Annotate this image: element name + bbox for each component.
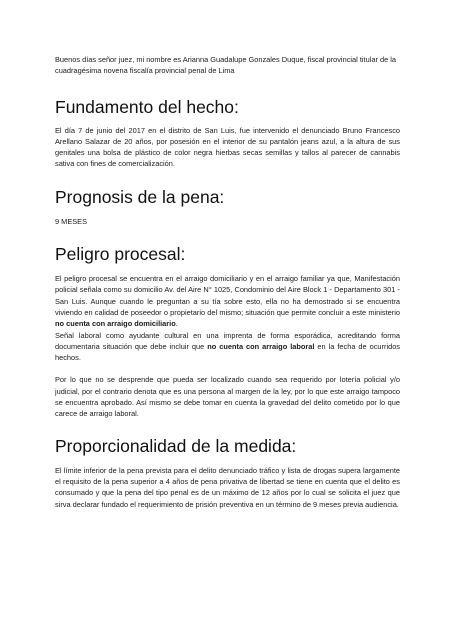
- peligro-paragraph-gravedad: Por lo que no se desprende que pueda ser localizado cuando sea requerido por lotería policial y/o judicial, por el contrario denota que es una persona al margen de la ley, por lo que este arraigo tampoco se encuentra aprobado. Así mismo se debe tomar en cuenta la gravedad del delito cometido por lo que carece de arraigo laboral.: [55, 375, 400, 419]
- proporcionalidad-paragraph: El límite inferior de la pena prevista para el delito denunciado tráfico y lista de drogas supera largamente el requisito de la pena superior a 4 años de pena privativa de libertad se tiene en cuenta que el delito es consumado y que la pena del tipo penal es de un máximo de 12 años por lo cual se solicita el juez que sirva declarar fundado el requerimiento de prisión preventiva en un término de 9 meses previa audiencia.: [55, 465, 400, 509]
- intro-paragraph: Buenos días señor juez, mi nombre es Arianna Guadalupe Gonzales Duque, fiscal provincial titular de la cuadragésima novena fiscalía provincial penal de Lima: [55, 55, 396, 76]
- peligro-paragraph-laboral: [55, 330, 400, 364]
- heading-prognosis-de-la-pena: Prognosis de la pena:: [55, 186, 225, 207]
- heading-proporcionalidad-de-la-medida: Proporcionalidad de la medida:: [55, 435, 297, 456]
- peligro-domicilio-end: .: [175, 319, 178, 329]
- prognosis-value: 9 MESES: [55, 216, 88, 226]
- peligro-laboral-conclusion: no cuenta con arraigo laboral: [207, 341, 315, 351]
- heading-peligro-procesal: Peligro procesal:: [55, 244, 186, 265]
- heading-fundamento-del-hecho: Fundamento del hecho:: [55, 96, 239, 117]
- peligro-paragraph-domicilio: [55, 273, 400, 329]
- peligro-laboral-end: en la fecha de ocurridos hechos.: [55, 341, 400, 363]
- peligro-laboral-text: Señal laboral como ayudante cultural en una imprenta de forma esporádica, acreditando forma documentaria situación que debe incluir que: [55, 330, 400, 351]
- peligro-domicilio-text: El peligro procesal se encuentra en el arraigo domiciliario y en el arraigo familiar ya que, Manifestación policial señala como su domicilio Av. del Aire N° 1025, Condominio del Aire Block 1 - Departamento 301 - San Luis. Aunque cuando le preguntan a su tía sobre esto, ella no ha demostrado si se encuentra viviendo en calidad de poseedor o propietario del mismo; situación que permite concluir a este ministerio: [55, 274, 400, 317]
- peligro-domicilio-conclusion: no cuenta con arraigo domiciliario: [55, 319, 176, 329]
- document-page: [55, 54, 400, 510]
- fundamento-paragraph: El día 7 de junio del 2017 en el distrito de San Luis, fue intervenido el denunciado Bruno Francesco Arellano Salazar de 20 años, por posesión en el interior de su pantalón jeans azul, a la altura de sus genitales una bolsa de plástico de color negra hierbas secas semillas y tallos al parecer de cannabis sativa con fines de comercialización.: [55, 125, 400, 169]
